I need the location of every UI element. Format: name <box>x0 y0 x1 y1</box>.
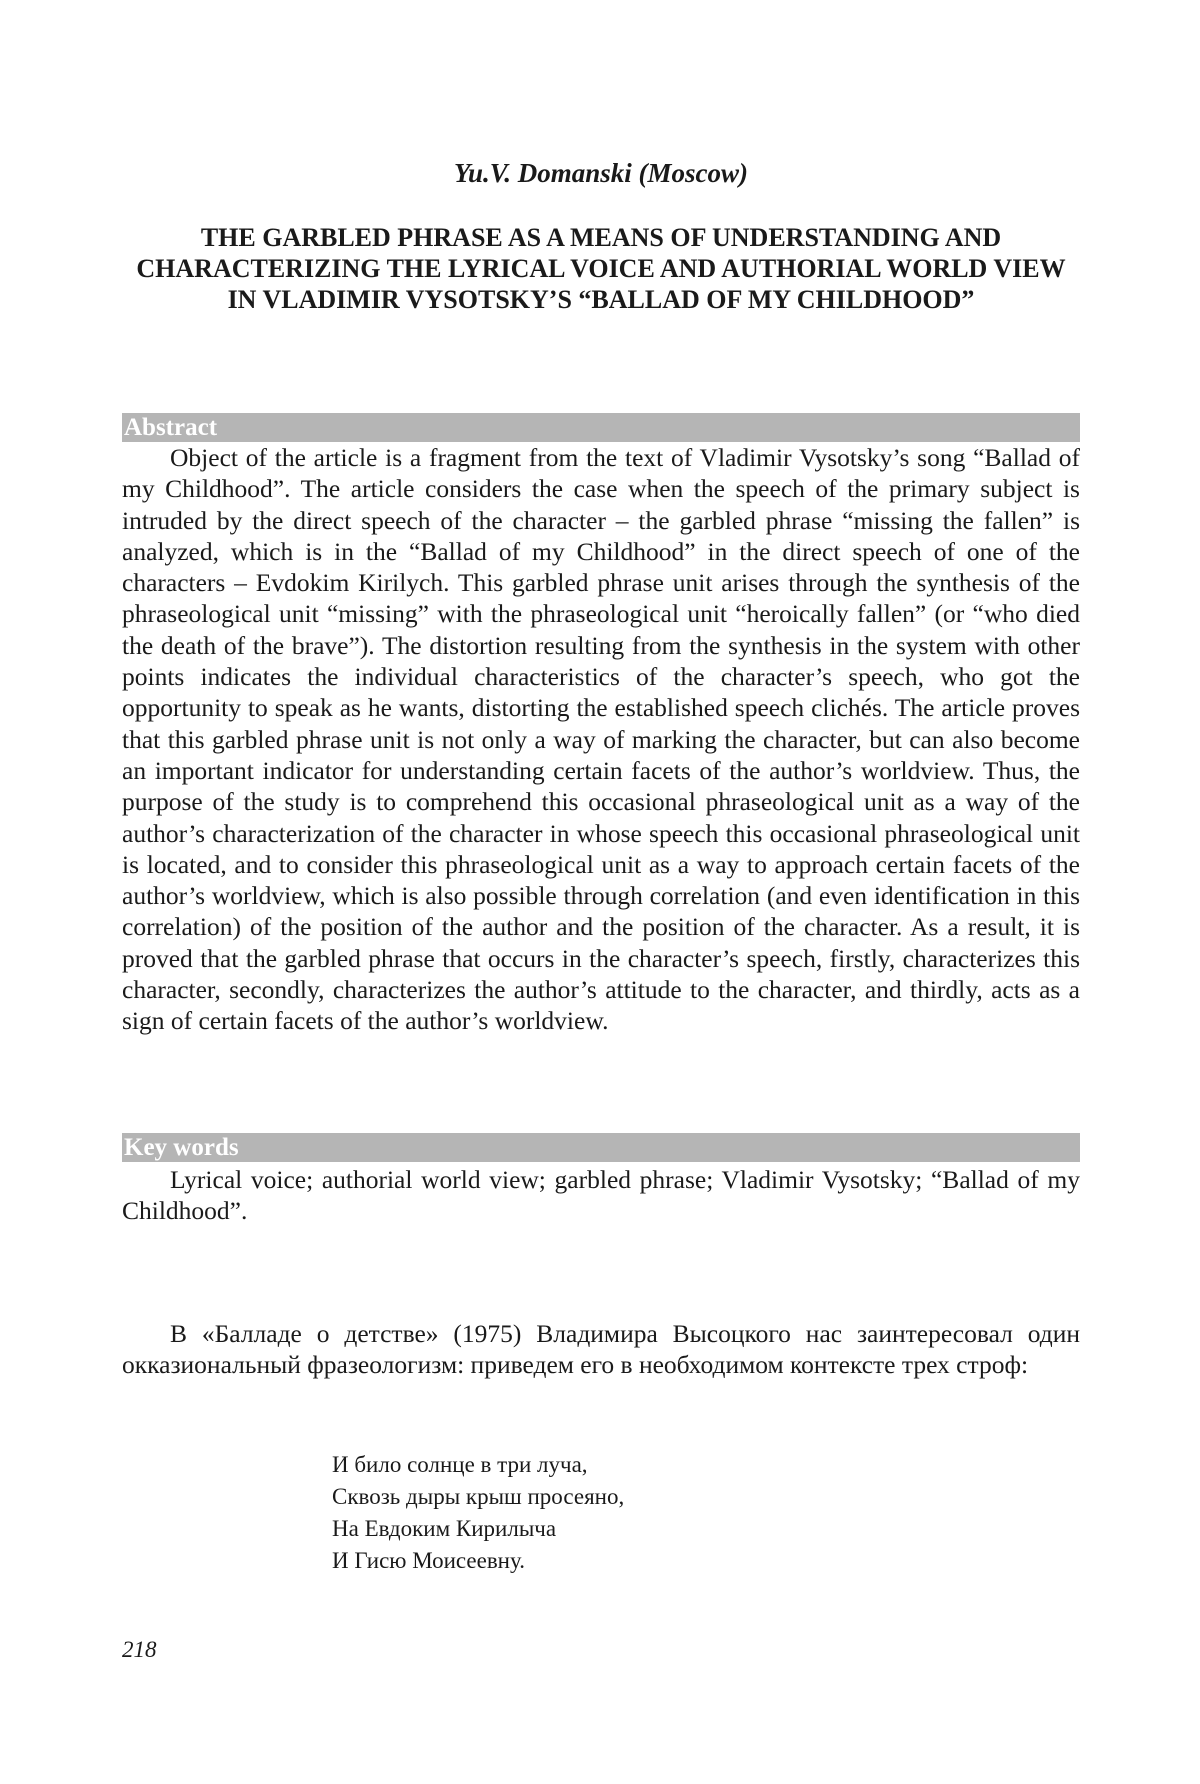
abstract-heading: Abstract <box>122 413 1080 442</box>
keywords-text: Lyrical voice; authorial world view; garbled phrase; Vladimir Vysotsky; “Ballad of my Childhood”. <box>122 1165 1080 1226</box>
article-title: THE GARBLED PHRASE AS A MEANS OF UNDERSTANDING AND CHARACTERIZING THE LYRICAL VOICE AND AUTHORIAL WORLD VIEW IN VLADIMIR VYSOTSKY’S “BALLAD OF MY CHILDHOOD” <box>136 223 1066 314</box>
author-line: Yu.V. Domanski (Moscow) <box>453 158 749 188</box>
abstract-text: Object of the article is a fragment from the text of Vladimir Vysotsky’s song “Ballad of my Childhood”. The article considers the case when the speech of the primary subject is intruded by the direct speech of the character – the garbled phrase “missing the fallen” is analyzed, which is in the “Ballad of my Childhood” in the direct speech of one of the characters – Evdokim Kirilych. This garbled phrase unit arises through the synthesis of the phraseological unit “missing” with the phraseological unit “heroically fallen” (or “who died the death of the brave”). The distortion resulting from the synthesis in the system with other points indicates the individual characteristics of the character’s speech, who got the opportunity to speak as he wants, distorting the established speech clichés. The article proves that this garbled phrase unit is not only a way of marking the character, but can also become an important indicator for understanding certain facets of the author’s worldview. Thus, the purpose of the study is to comprehend this occasional phraseological unit as a way of the author’s characterization of the character in whose speech this occasional phraseological unit is located, and to consider this phraseological unit as a way to approach certain facets of the author’s worldview, which is also possible through correlation (and even identification in this correlation) of the position of the author and the position of the character. As a result, it is proved that the garbled phrase that occurs in the character’s speech, firstly, characterizes this character, secondly, characterizes the author’s attitude to the character, and thirdly, acts as a sign of certain facets of the author’s worldview. <box>122 443 1080 1036</box>
page <box>122 0 1080 1784</box>
body-paragraph: В «Балладе о детстве» (1975) Владимира Высоцкого нас заинтересовал один окказиональный фразеологизм: приведем его в необходимом контексте трех строф: <box>122 1319 1080 1379</box>
page-number: 218 <box>122 1637 157 1662</box>
verse-line: И Гисю Моисеевну. <box>332 1548 525 1573</box>
verse-stanza <box>332 1449 624 1577</box>
verse-line: Сквозь дыры крыш просеяно, <box>332 1484 625 1509</box>
verse-line: На Евдоким Кирилыча <box>332 1516 557 1541</box>
verse-line: И било солнце в три луча, <box>332 1452 588 1477</box>
keywords-heading: Key words <box>122 1133 1080 1162</box>
